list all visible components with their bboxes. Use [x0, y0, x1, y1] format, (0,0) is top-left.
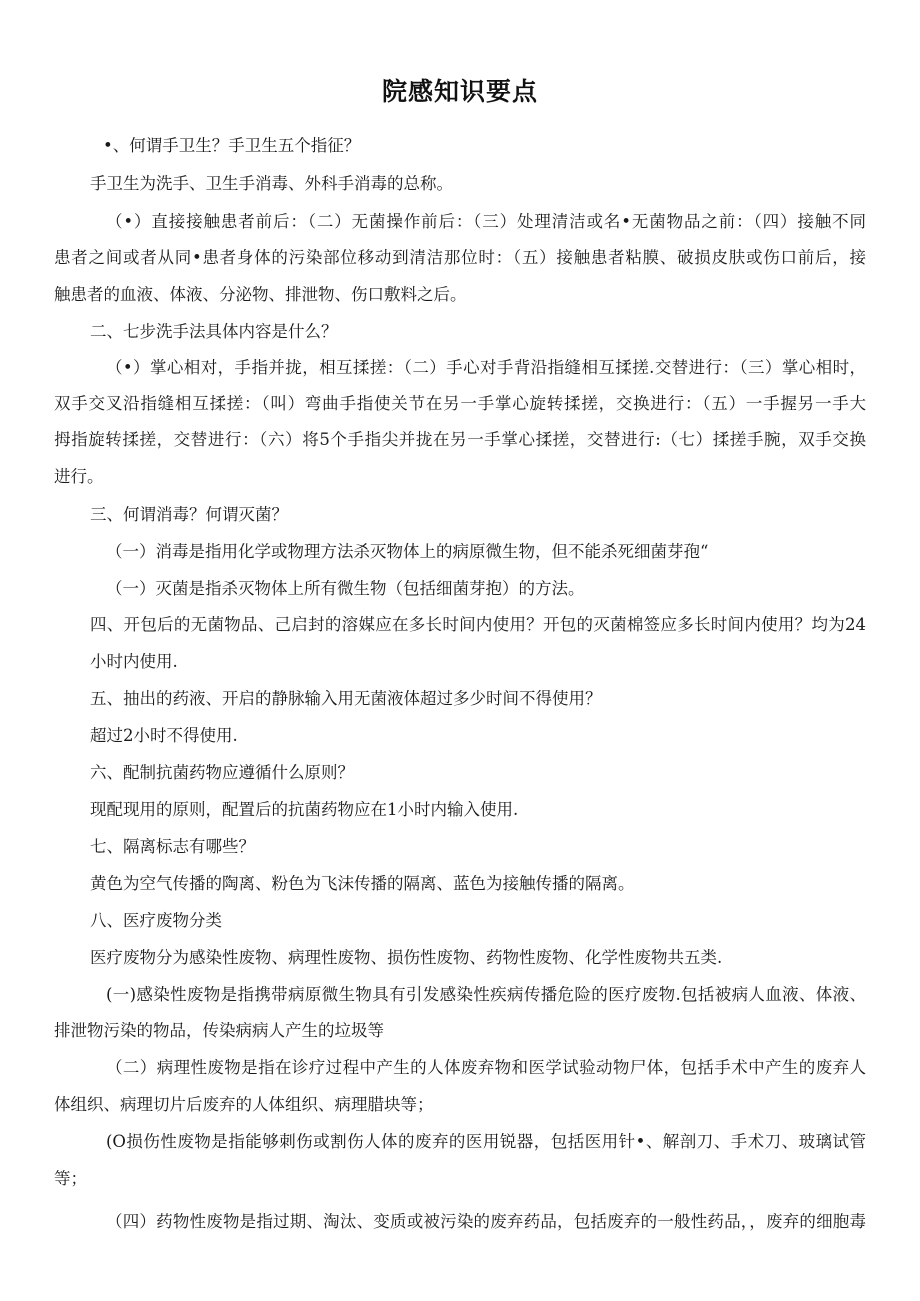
q8-pathological-line-1: （二）病理性废物是指在诊疗过程中产生的人体废弃物和医学试验动物尸体，包括手术中产生的废弃人 [106, 1058, 866, 1077]
q4-heading-line-2: 小时内使用. [90, 652, 178, 671]
q1-detail-line-3: 触患者的血液、体液、分泌物、排泄物、伤口敷料之后。 [54, 285, 467, 304]
q2-detail-line-3: 拇指旋转揉搓，交替进行：（六）将5个手指尖并拢在另一手掌心揉搓，交替进行:（七）揉搓手腕，双手交换 [54, 430, 866, 449]
q7-answer: 黄色为空气传播的陶离、粉色为飞沫传播的隔离、蓝色为接触传播的隔离。 [90, 874, 635, 893]
q8-pathological-line-2: 体组织、病理切片后废弃的人体组织、病理腊块等； [54, 1095, 434, 1114]
q5-answer: 超过2小时不得使用. [90, 726, 238, 745]
q2-detail-line-2: 双手交叉沿指缝相互揉搓：（叫）弯曲手指使关节在另一手掌心旋转揉搓，交换进行：（五）一手握另一手大 [54, 394, 866, 413]
q8-pharmaceutical-line-1: （四）药物性废物是指过期、淘汰、变质或被污染的废弃药品，包括废弃的一般性药品，，废弃的细胞毒 [106, 1212, 866, 1231]
q1-detail-line-2: 患者之间或者从同•患者身体的污染部位移动到清洁那位时：（五）接触患者粘膜、破损皮肤或伤口前后，接 [54, 248, 866, 267]
page-title: 院感知识要点 [381, 77, 538, 106]
q3-disinfection: （一）消毒是指用化学或物理方法杀灭物体上的病原微生物，但不能杀死细菌芽孢“ [106, 542, 709, 561]
q2-detail-line-4: 进行。 [54, 467, 104, 486]
q2-heading: 二、七步洗手法具体内容是什么？ [90, 322, 338, 341]
q8-injurious-line-2: 等； [54, 1169, 87, 1188]
q5-heading: 五、抽出的药液、开启的静脉输入用无菌液体超过多少时间不得使用？ [90, 689, 602, 708]
q3-sterilization: （一）灭菌是指杀灭物体上所有微生物（包括细菌芽抱）的方法。 [106, 579, 585, 598]
q6-heading: 六、配制抗菌药物应遵循什么原则？ [90, 763, 354, 782]
q8-injurious-line-1: (O损伤性废物是指能够刺伤或割伤人体的废弃的医用锐器，包括医用针•、解剖刀、手术刀、玻璃试管 [106, 1132, 866, 1151]
q3-heading: 三、何谓消毒？何谓灭菌？ [90, 505, 288, 524]
q7-heading: 七、隔离标志有哪些？ [90, 837, 255, 856]
q8-infectious-line-2: 排泄物污染的物品，传染病病人产生的垃圾等 [54, 1021, 384, 1040]
q4-heading-line-1: 四、开包后的无菌物品、己启封的溶媒应在多长时间内使用？开包的灭菌棉签应多长时间内使用？均为24 [90, 615, 866, 634]
q8-answer: 医疗废物分为感染性废物、病理性废物、损伤性废物、药物性废物、化学性废物共五类. [90, 948, 723, 967]
q1-heading: •、何谓手卫生？手卫生五个指征？ [103, 136, 361, 155]
q8-infectious-line-1: (一)感染性废物是指携带病原微生物具有引发感染性疾病传播危险的医疗废物.包括被病人血液、体液、 [106, 985, 866, 1004]
q2-detail-line-1: （•）掌心相对，手指并拢，相互揉搓：（二）手心对手背沿指缝相互揉搓.交替进行：（三）掌心相时， [106, 358, 866, 377]
q1-detail-line-1: （•）直接接触患者前后：（二）无菌操作前后：（三）处理清洁或名•无菌物品之前：（四）接触不同 [106, 212, 866, 231]
q1-answer: 手卫生为洗手、卫生手消毒、外科手消毒的总称。 [90, 174, 453, 193]
q8-heading: 八、医疗废物分类 [90, 911, 222, 930]
q6-answer: 现配现用的原则，配置后的抗菌药物应在1小时内输入使用. [90, 800, 519, 819]
